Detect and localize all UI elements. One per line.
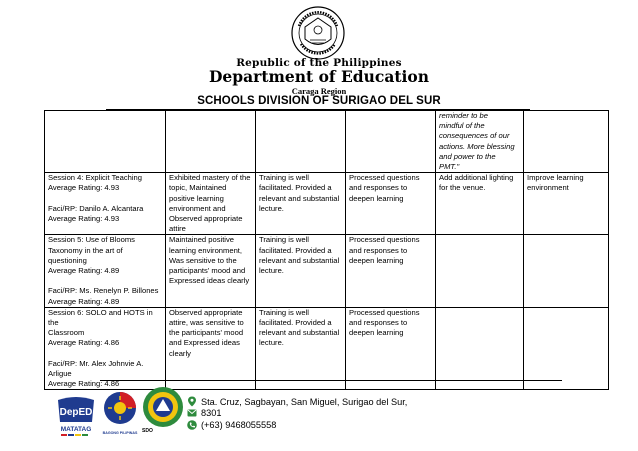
cell-line: lecture. — [259, 203, 284, 213]
cell-line: facilitated. Provided a — [259, 245, 332, 255]
cell-line: relevant and substantial — [259, 193, 340, 203]
table-cell — [346, 307, 436, 390]
table-cell — [436, 235, 524, 307]
cell-line: Processed questions — [349, 173, 420, 183]
cell-line: Maintained positive — [169, 235, 235, 245]
cell-line: and power to the — [439, 151, 496, 161]
cell-line: Average Rating: 4.93 — [48, 214, 120, 224]
zip-text: 8301 — [201, 408, 222, 418]
cell-line: Average Rating: 4.89 — [48, 266, 120, 276]
cell-line: Arligue — [48, 369, 72, 379]
table-cell — [524, 173, 609, 235]
department-heading: Department of Education — [208, 67, 430, 86]
cell-line: positive learning — [169, 193, 224, 203]
cell-line: facilitated. Provided a — [259, 183, 332, 193]
cell-line: lecture. — [259, 338, 284, 348]
cell-line: Average Rating: 4.86 — [48, 379, 120, 389]
cell-line: Average Rating: 4.93 — [48, 183, 120, 193]
cell-line: lecture. — [259, 266, 284, 276]
cell-line: for the venue. — [439, 183, 486, 193]
evaluation-table — [44, 110, 609, 390]
address-line — [187, 396, 407, 407]
table-row — [45, 111, 609, 173]
table-cell — [166, 111, 256, 173]
cell-line — [48, 276, 162, 286]
table-row — [45, 307, 609, 390]
bagong-pilipinas-logo-icon — [102, 388, 138, 444]
zip-line — [187, 408, 221, 418]
cell-line: clearly — [169, 348, 191, 358]
table-cell — [346, 173, 436, 235]
cell-line: attire, was sensitive to — [169, 318, 244, 328]
cell-line: Processed questions — [349, 307, 420, 317]
cell-line: Training is well — [259, 307, 309, 317]
table-row — [45, 235, 609, 307]
cell-line: Processed questions — [349, 235, 420, 245]
cell-line: deepen learning — [349, 193, 404, 203]
cell-line: relevant and substantial — [259, 255, 340, 265]
logo-bagong-text: BAGONG PILIPINAS — [102, 431, 138, 435]
cell-line: PMT." — [439, 162, 460, 172]
cell-line — [48, 194, 162, 204]
cell-line: questioning — [48, 255, 87, 265]
cell-line: and responses to — [349, 183, 408, 193]
table-cell — [45, 111, 166, 173]
logo-deped-text: DepED — [59, 407, 93, 418]
table-cell — [524, 235, 609, 307]
cell-line: attire — [169, 224, 186, 234]
table-cell — [436, 173, 524, 235]
cell-line: the participants' mood — [169, 328, 244, 338]
cell-line: consequences of our — [439, 131, 510, 141]
cell-line: relevant and substantial — [259, 328, 340, 338]
cell-line: actions. More blessing — [439, 141, 515, 151]
cell-line — [48, 349, 162, 359]
cell-line: environment — [527, 183, 569, 193]
logo-matatag-text: MATATAG — [60, 426, 92, 433]
cell-line: Taxonomy in the art of — [48, 245, 123, 255]
deped-matatag-logo-icon — [55, 396, 97, 442]
table-cell — [346, 235, 436, 307]
cell-line: Faci/RP: Mr. Alex Johnvie A. — [48, 358, 144, 368]
cell-line: Training is well — [259, 235, 309, 245]
deped-seal-icon — [291, 6, 345, 60]
cell-line: Observed appropriate — [169, 307, 243, 317]
cell-line: Classroom — [48, 328, 85, 338]
cell-line: Exhibited mastery of the — [169, 173, 251, 183]
cell-line: deepen learning — [349, 255, 404, 265]
cell-line: Session 4: Explicit Teaching — [48, 173, 142, 183]
table-cell — [166, 235, 256, 307]
cell-line: environment and — [169, 203, 226, 213]
logo-sdo-text: SDO — [142, 428, 153, 434]
cell-line: Training is well — [259, 173, 309, 183]
cell-line: Average Rating: 4.89 — [48, 296, 120, 306]
cell-line: Add additional lighting — [439, 173, 514, 183]
division-seal-icon — [142, 386, 184, 428]
cell-line: facilitated. Provided a — [259, 318, 332, 328]
table-cell — [166, 307, 256, 390]
address-text: Sta. Cruz, Sagbayan, San Miguel, Surigao del Sur, — [201, 396, 408, 407]
cell-line: Average Rating: 4.86 — [48, 338, 120, 348]
table-cell — [256, 173, 346, 235]
table-cell — [45, 235, 166, 307]
table-cell — [346, 111, 436, 173]
cell-line: reminder to be — [439, 111, 488, 120]
cell-line: Faci/RP: Danilo A. Alcantara — [48, 203, 144, 213]
cell-line: Session 6: SOLO and HOTS in the — [48, 307, 153, 328]
location-pin-icon — [187, 396, 197, 407]
table-cell — [436, 111, 524, 173]
cell-line: Faci/RP: Ms. Renelyn P. Billones — [48, 286, 159, 296]
cell-line: and responses to — [349, 245, 408, 255]
table-cell — [45, 173, 166, 235]
table-cell — [256, 235, 346, 307]
table-cell — [256, 307, 346, 390]
republic-heading: Republic of the Philippines — [236, 57, 402, 69]
region-heading: Caraga Region — [291, 86, 347, 96]
mail-icon — [187, 408, 197, 418]
cell-line: topic, Maintained — [169, 183, 227, 193]
table-row — [45, 173, 609, 235]
cell-line: and Expressed ideas — [169, 338, 240, 348]
table-cell — [524, 111, 609, 173]
table-cell — [524, 307, 609, 390]
cell-line: mindful of the — [439, 121, 485, 131]
cell-line: Expressed ideas clearly — [169, 276, 250, 286]
cell-line: Observed appropriate — [169, 214, 243, 224]
cell-line: learning environment, — [169, 245, 243, 255]
table-cell — [436, 307, 524, 390]
table-cell — [166, 173, 256, 235]
table-cell — [45, 307, 166, 390]
phone-line — [187, 420, 276, 430]
phone-icon — [187, 420, 197, 430]
cell-line: and responses to — [349, 318, 408, 328]
cell-line: Improve learning — [527, 173, 584, 183]
cell-line: Session 5: Use of Blooms — [48, 235, 135, 245]
cell-line: Was sensitive to the — [169, 255, 237, 265]
phone-text: (+63) 9468055558 — [201, 420, 277, 430]
footer-divider — [100, 380, 562, 381]
table-cell — [256, 111, 346, 173]
division-heading: SCHOOLS DIVISION OF SURIGAO DEL SUR — [197, 95, 441, 107]
cell-line: participants' mood and — [169, 266, 246, 276]
cell-line: deepen learning — [349, 328, 404, 338]
